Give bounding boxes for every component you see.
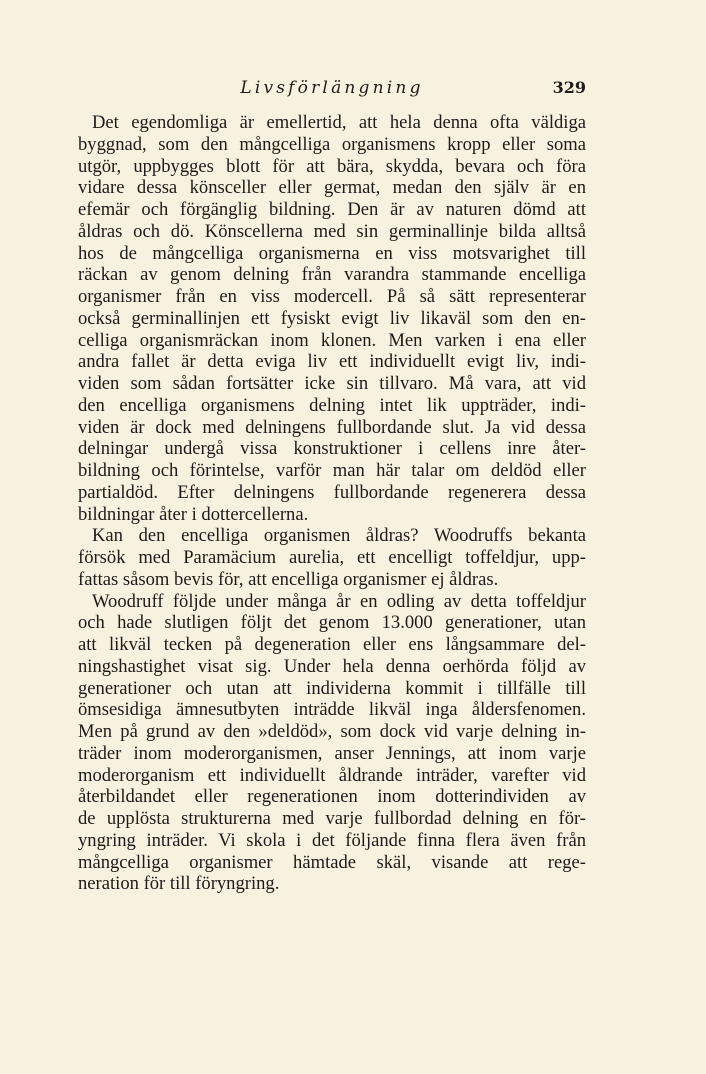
- text-line: bildning och förintelse, varför man här talar om deldöd eller: [78, 460, 586, 481]
- text-line: bildningar åter i dottercellerna.: [78, 503, 309, 525]
- text-line: mångcelliga organismer hämtade skäl, visande att rege-: [78, 851, 586, 873]
- text-line: åldras och dö. Könscellerna med sin germinallinje bilda alltså: [78, 220, 586, 242]
- text-line: återbildandet eller regenerationen inom dotterindividen av: [78, 786, 586, 808]
- text-line: de upplösta strukturerna med varje fullbordad delning en för-: [78, 808, 586, 829]
- text-line: också germinallinjen ett fysiskt evigt liv likaväl som den en-: [78, 307, 586, 329]
- text-line: Det egendomliga är emellertid, att hela denna ofta väldiga: [92, 112, 586, 133]
- text-line: räckan av genom delning från varandra stammande encelliga: [78, 264, 586, 286]
- text-line: utgör, uppbygges blott för att bära, skydda, bevara och föra: [78, 155, 586, 177]
- text-line: ömsesidiga ämnesutbyten inträdde likväl inga åldersfenomen.: [78, 699, 586, 721]
- text-line: Woodruff följde under många år en odling av detta toffeldjur: [92, 590, 586, 612]
- text-line: yngring inträder. Vi skola i det följande finna flera även från: [78, 829, 586, 851]
- text-line: fattas såsom bevis för, att encelliga organismer ej åldras.: [78, 568, 499, 590]
- text-line: andra fallet är detta eviga liv ett individuellt evigt liv, indi-: [78, 351, 586, 373]
- paragraph: [78, 591, 586, 896]
- body-text: [78, 112, 586, 895]
- text-line: byggnad, som den mångcelliga organismens kropp eller soma: [78, 133, 586, 155]
- text-line: att likväl tecken på degeneration eller ens långsammare del-: [78, 634, 586, 655]
- text-line: och hade slutligen följt det genom 13.000 generationer, utan: [78, 612, 586, 634]
- text-line: efemär och förgänglig bildning. Den är av naturen dömd att: [78, 199, 586, 220]
- text-line: partialdöd. Efter delningens fullbordande regenerera dessa: [78, 481, 586, 503]
- text-line: ningshastighet visat sig. Under hela denna oerhörda följd av: [78, 655, 586, 677]
- text-line: viden är dock med delningens fullbordande slut. Ja vid dessa: [78, 416, 586, 438]
- text-line: Kan den encelliga organismen åldras? Woodruffs bekanta: [92, 525, 586, 547]
- text-line: hos de mångcelliga organismerna en viss motsvarighet till: [78, 242, 586, 264]
- text-line: vidare dessa könsceller eller germat, medan den själv är en: [78, 177, 586, 199]
- page-number: 329: [552, 78, 586, 97]
- running-title: Livsförlängning: [240, 78, 424, 98]
- text-line: celliga organismräckan inom klonen. Men varken i ena eller: [78, 329, 586, 351]
- text-line: generationer och utan att individerna kommit i tillfälle till: [78, 677, 586, 699]
- text-line: viden som sådan fortsätter icke sin tillvaro. Må vara, att vid: [78, 373, 586, 394]
- text-line: träder inom moderorganismen, anser Jennings, att inom varje: [78, 742, 586, 764]
- text-line: moderorganism ett individuellt åldrande inträder, varefter vid: [78, 764, 586, 786]
- page-header: [78, 78, 586, 102]
- text-line: neration för till föryngring.: [78, 873, 280, 895]
- text-line: den encelliga organismens delning intet lik uppträder, indi-: [78, 394, 586, 416]
- paragraph: [78, 112, 586, 525]
- text-line: delningar undergå vissa konstruktioner i cellens inre åter-: [78, 438, 586, 460]
- text-line: Men på grund av den »deldöd», som dock vid varje delning in-: [78, 721, 586, 742]
- text-line: försök med Paramäcium aurelia, ett encelligt toffeldjur, upp-: [78, 547, 586, 568]
- text-line: organismer från en viss modercell. På så sätt representerar: [78, 286, 586, 307]
- paragraph: [78, 525, 586, 590]
